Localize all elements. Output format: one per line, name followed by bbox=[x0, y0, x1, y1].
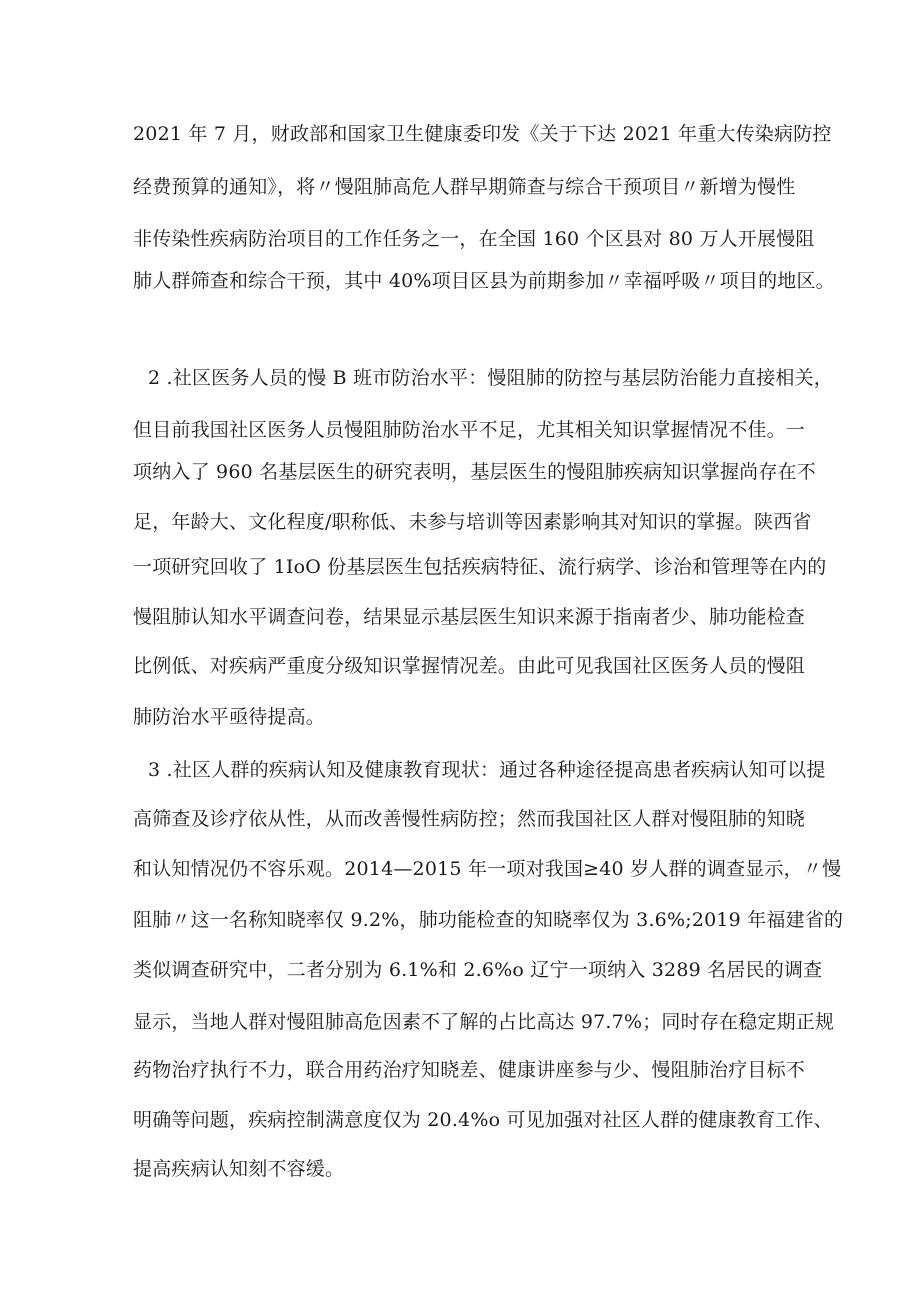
text-line: 非传染性疾病防治项目的工作任务之一，在全国 160 个区县对 80 万人开展慢阻 bbox=[133, 228, 815, 250]
text-line: 高筛查及诊疗依从性，从而改善慢性病防控；然而我国社区人群对慢阻肺的知晓 bbox=[133, 808, 806, 830]
text-line: 阻肺〃这一名称知晓率仅 9.2%，肺功能检查的知晓率仅为 3.6%;2019 年福建省的 bbox=[133, 909, 844, 931]
text-line: 肺人群筛查和综合干预，其中 40%项目区县为前期参加〃幸福呼吸〃项目的地区。 bbox=[133, 270, 835, 292]
text-line: 3 .社区人群的疾病认知及健康教育现状：通过各种途径提高患者疾病认知可以提 bbox=[148, 759, 826, 781]
text-line: 比例低、对疾病严重度分级知识掌握情况差。由此可见我国社区医务人员的慢阻 bbox=[133, 655, 806, 677]
text-line: 项纳入了 960 名基层医生的研究表明，基层医生的慢阻肺疾病知识掌握尚存在不 bbox=[133, 461, 816, 483]
text-line: 提高疾病认知刻不容缓。 bbox=[133, 1158, 345, 1180]
text-line: 和认知情况仍不容乐观。2014—2015 年一项对我国≥40 岁人群的调查显示，〃慢 bbox=[133, 858, 842, 880]
text-line: 类似调查研究中，二者分别为 6.1%和 2.6%o 辽宁一项纳入 3289 名居民的调查 bbox=[133, 959, 823, 981]
text-line: 肺防治水平亟待提高。 bbox=[133, 706, 326, 728]
text-line: 药物治疗执行不力，联合用药治疗知晓差、健康讲座参与少、慢阻肺治疗目标不 bbox=[133, 1059, 806, 1081]
text-line: 明确等问题，疾病控制满意度仅为 20.4%o 可见加强对社区人群的健康教育工作、 bbox=[133, 1109, 833, 1131]
text-line: 2 .社区医务人员的慢 B 班市防治水平：慢阻肺的防控与基层防治能力直接相关， bbox=[148, 367, 834, 389]
text-line: 慢阻肺认知水平调查问卷，结果显示基层医生知识来源于指南者少、肺功能检查 bbox=[133, 606, 806, 628]
text-line: 2021 年 7 月，财政部和国家卫生健康委印发《关于下达 2021 年重大传染病防控 bbox=[133, 123, 832, 145]
text-line: 但目前我国社区医务人员慢阻肺防治水平不足，尤其相关知识掌握情况不佳。一 bbox=[133, 419, 806, 441]
text-line: 经费预算的通知》，将〃慢阻肺高危人群早期筛查与综合干预项目〃新增为慢性 bbox=[133, 176, 796, 198]
text-line: 显示，当地人群对慢阻肺高危因素不了解的占比高达 97.7%；同时存在稳定期正规 bbox=[133, 1011, 835, 1033]
text-line: 一项研究回收了 1IoO 份基层医生包括疾病特征、流行病学、诊治和管理等在内的 bbox=[133, 556, 827, 578]
text-line: 足，年龄大、文化程度/职称低、未参与培训等因素影响其对知识的掌握。陕西省 bbox=[133, 511, 812, 533]
